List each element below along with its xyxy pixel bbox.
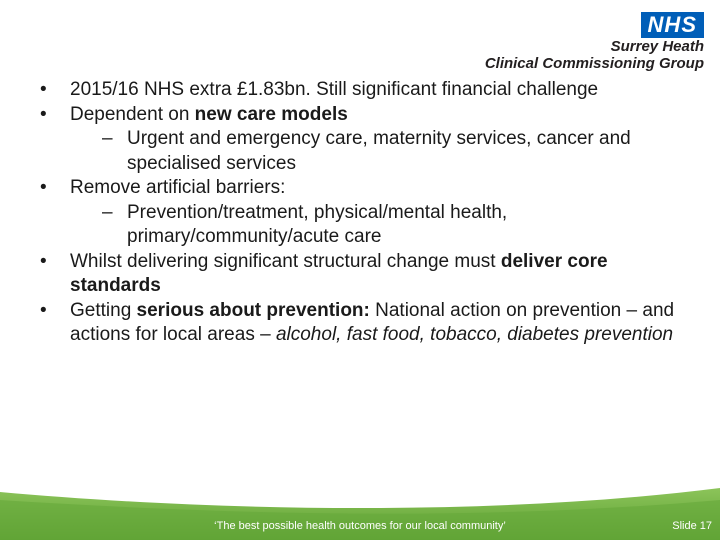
- bullet-text: 2015/16 NHS extra £1.83bn. Still significant financial challenge: [70, 79, 599, 100]
- bullet-item: [40, 299, 680, 348]
- bullet-text: Whilst delivering significant structural change must: [70, 250, 501, 272]
- dash-marker: –: [102, 201, 113, 223]
- sub-bullet-item: [40, 201, 680, 250]
- bullet-item: [40, 78, 680, 103]
- bullet-text: Prevention/treatment, physical/mental health, primary/community/acute care: [127, 201, 508, 247]
- bullet-text: new care models: [194, 103, 348, 125]
- slide-body: [40, 78, 680, 348]
- sub-bullet-item: [40, 127, 680, 176]
- bullet-text: Dependent on: [70, 103, 195, 125]
- nhs-badge: NHS: [641, 12, 704, 38]
- bullet-text: serious about prevention:: [136, 299, 370, 321]
- bullet-marker: •: [40, 79, 47, 100]
- bullet-item: [40, 176, 680, 201]
- bullet-marker: •: [40, 250, 47, 272]
- bullet-text: National action on prevention – and actions for local areas –: [70, 299, 675, 345]
- bullet-item: [40, 103, 680, 128]
- bullet-marker: •: [40, 177, 47, 198]
- logo-org-line2: Clinical Commissioning Group: [484, 55, 704, 72]
- dash-marker: –: [102, 128, 113, 149]
- bullet-marker: •: [40, 299, 47, 321]
- bullet-item: [40, 250, 680, 299]
- bullet-text: Getting: [70, 299, 137, 321]
- bullet-text: Urgent and emergency care, maternity services, cancer and specialised services: [127, 128, 631, 174]
- bullet-marker: •: [40, 103, 47, 125]
- nhs-logo: [485, 12, 704, 72]
- bullet-text: deliver core standards: [70, 250, 608, 296]
- slide-number: Slide 17: [672, 520, 712, 532]
- bullet-text: Remove artificial barriers:: [70, 177, 286, 198]
- footer-tagline: ‘The best possible health outcomes for our local community’: [214, 520, 506, 532]
- logo-org-line1: Surrey Heath: [610, 38, 704, 55]
- bullet-text: alcohol, fast food, tobacco, diabetes prevention: [275, 324, 674, 345]
